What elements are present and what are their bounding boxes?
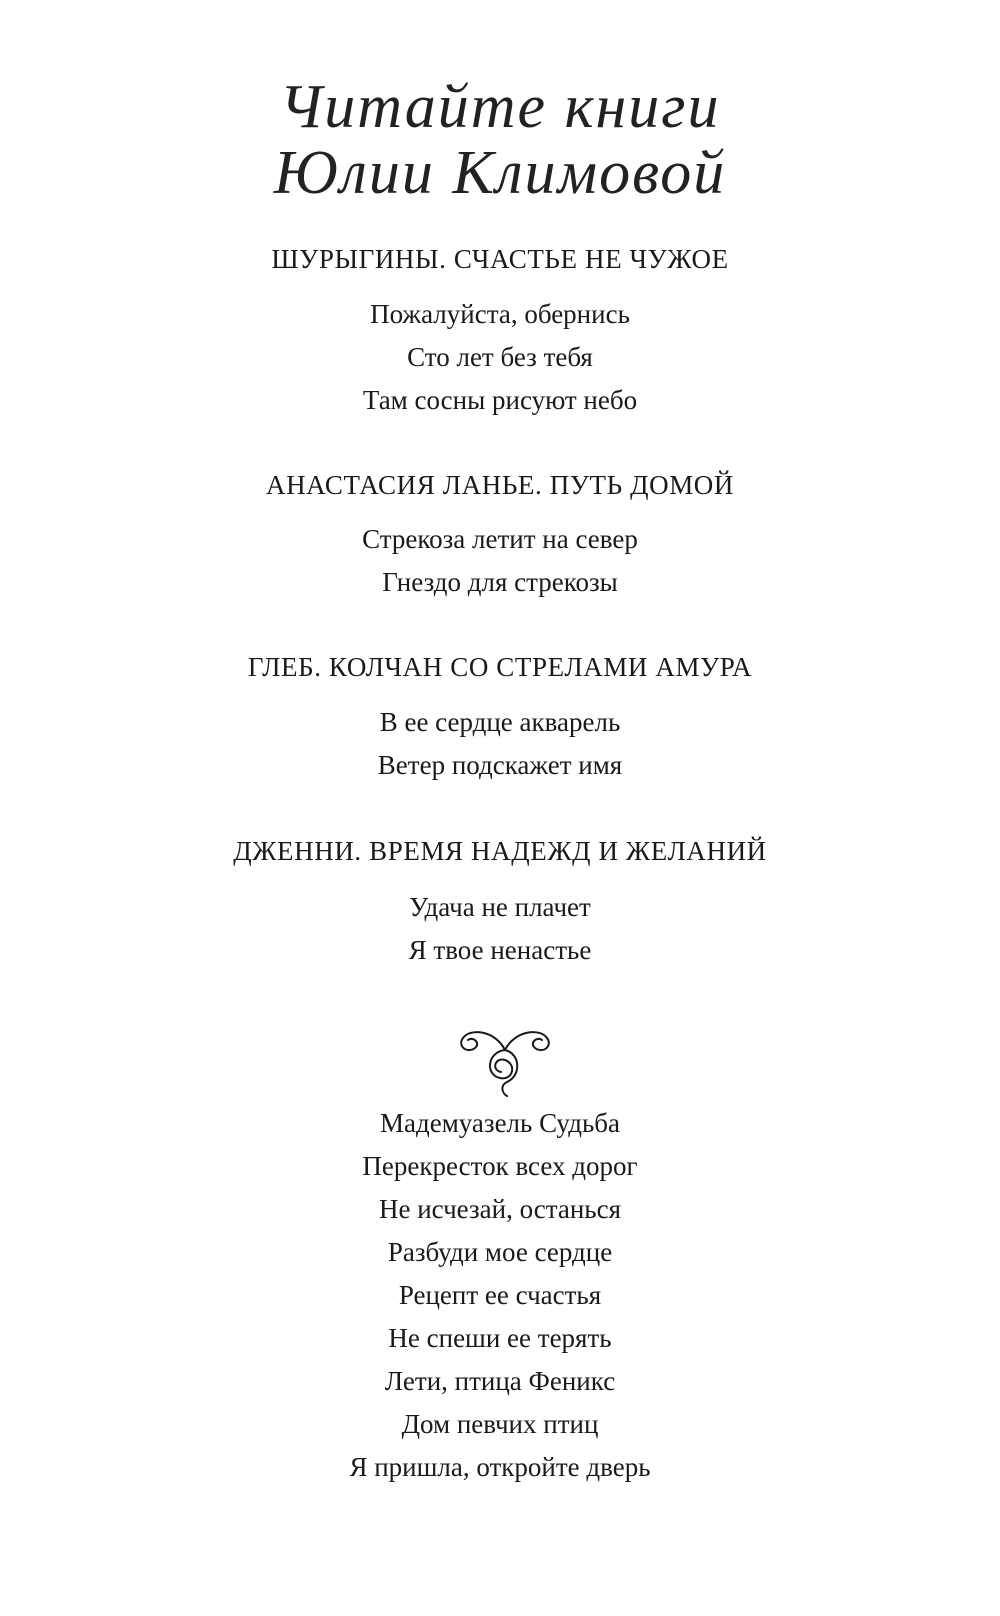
series-title: ДЖЕННИ. ВРЕМЯ НАДЕЖД И ЖЕЛАНИЙ [233, 836, 767, 866]
book-title: Мадемуазель Судьба [379, 1108, 621, 1138]
book-title: Рецепт ее счастья [398, 1280, 602, 1310]
series-title: ШУРЫГИНЫ. СЧАСТЬЕ НЕ ЧУЖОЕ [271, 244, 729, 274]
book-title: Гнездо для стрекозы [382, 567, 618, 597]
book-title: Не спеши ее терять [388, 1323, 612, 1353]
flourish-ornament-icon [455, 1020, 555, 1100]
book-title: Там сосны рисуют небо [362, 385, 638, 415]
book-title: Удача не плачет [409, 892, 591, 922]
book-title: Ветер подскажет имя [377, 750, 623, 780]
book-title: Стрекоза летит на север [362, 524, 638, 554]
book-title: В ее сердце акварель [379, 707, 621, 737]
book-title: Пожалуйста, обернись [370, 299, 630, 329]
book-title: Разбуди мое сердце [387, 1237, 613, 1267]
book-title: Я пришла, откройте дверь [349, 1452, 651, 1482]
heading-line-1: Читайте книги [279, 73, 721, 141]
book-title: Перекресток всех дорог [362, 1151, 638, 1181]
heading-line-2: Юлии Климовой [273, 139, 727, 207]
book-title: Дом певчих птиц [401, 1409, 599, 1439]
series-title: АНАСТАСИЯ ЛАНЬЕ. ПУТЬ ДОМОЙ [265, 470, 734, 500]
book-title: Сто лет без тебя [407, 342, 593, 372]
book-title: Не исчезай, останься [378, 1194, 622, 1224]
book-title: Лети, птица Феникс [384, 1366, 616, 1396]
book-title: Я твое ненастье [408, 935, 592, 965]
series-title: ГЛЕБ. КОЛЧАН СО СТРЕЛАМИ АМУРА [247, 652, 753, 682]
